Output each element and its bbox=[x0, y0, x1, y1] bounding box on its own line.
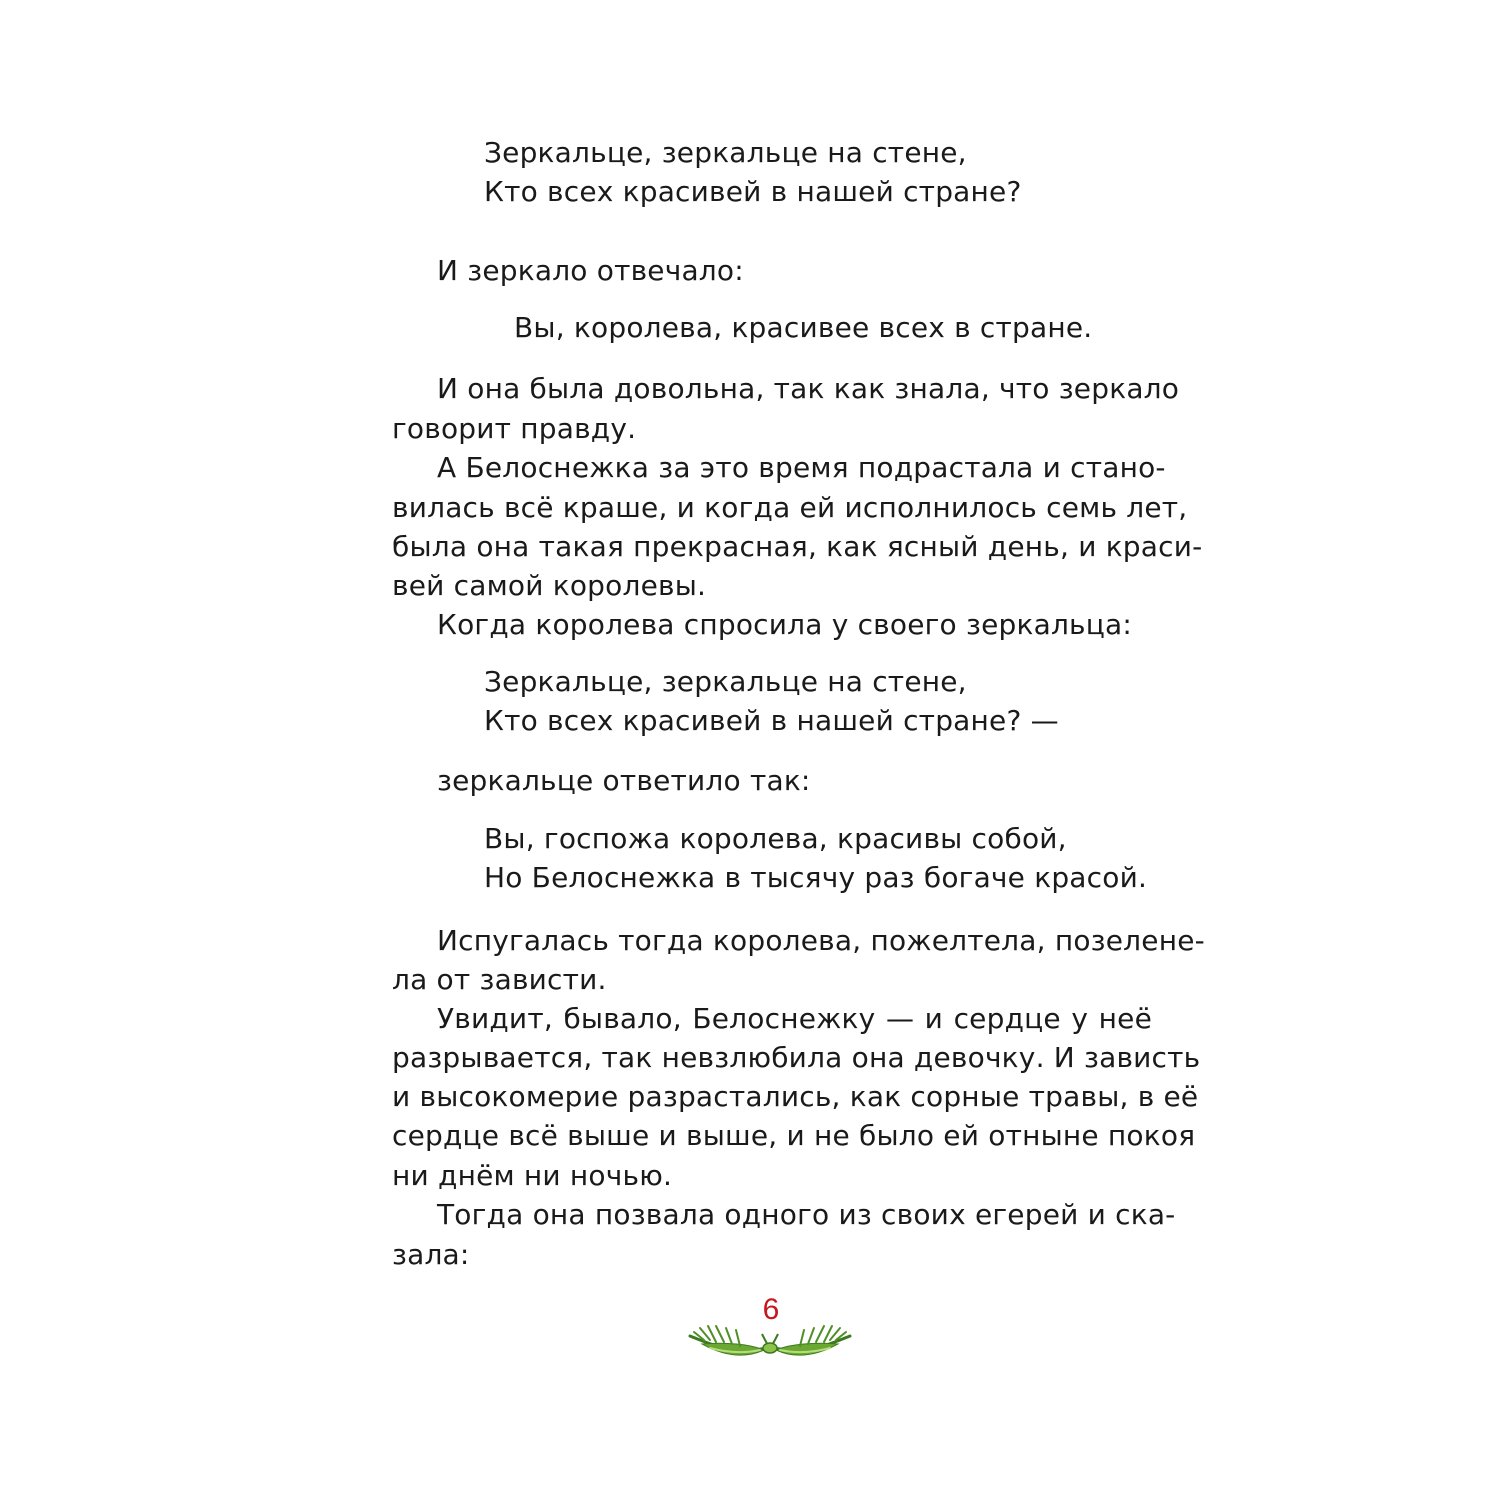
paragraph-line: И она была довольна, так как знала, что зеркало bbox=[437, 372, 1180, 405]
paragraph-line: была она такая прекрасная, как ясный день, и краси- bbox=[392, 530, 1203, 563]
paragraph-line: Тогда она позвала одного из своих егерей и ска- bbox=[437, 1198, 1176, 1231]
paragraph-line: сердце всё выше и выше, и не было ей отныне покоя bbox=[392, 1119, 1196, 1152]
page-number: 6 bbox=[762, 1293, 780, 1326]
leaf-garland-icon bbox=[680, 1314, 860, 1364]
paragraph-line: ла от зависти. bbox=[392, 963, 607, 996]
paragraph-line: ни днём ни ночью. bbox=[392, 1159, 673, 1192]
paragraph-line: вей самой королевы. bbox=[392, 569, 707, 602]
verse-line: Но Белоснежка в тысячу раз богаче красой. bbox=[484, 861, 1148, 894]
paragraph-line: и высокомерие разрастались, как сорные травы, в её bbox=[392, 1080, 1199, 1113]
paragraph-line: разрывается, так невзлюбила она девочку. И зависть bbox=[392, 1041, 1201, 1074]
paragraph-line: говорит правду. bbox=[392, 412, 637, 445]
paragraph-line: Испугалась тогда королева, пожелтела, позелене- bbox=[437, 924, 1205, 957]
verse-line: Зеркальце, зеркальце на стене, bbox=[484, 665, 967, 698]
verse-line: Вы, госпожа королева, красивы собой, bbox=[484, 822, 1067, 855]
verse-line: Кто всех красивей в нашей стране? — bbox=[484, 704, 1059, 737]
paragraph-line: вилась всё краше, и когда ей исполнилось семь лет, bbox=[392, 491, 1188, 524]
paragraph-line: зала: bbox=[392, 1238, 470, 1271]
verse-line: Вы, королева, красивее всех в стране. bbox=[514, 311, 1093, 344]
verse-line: Кто всех красивей в нашей стране? bbox=[484, 175, 1022, 208]
paragraph-line: А Белоснежка за это время подрастала и стано- bbox=[437, 451, 1166, 484]
paragraph-line: Увидит, бывало, Белоснежку — и сердце у неё bbox=[437, 1002, 1152, 1035]
paragraph-line: И зеркало отвечало: bbox=[437, 254, 744, 287]
paragraph-line: зеркальце ответило так: bbox=[437, 764, 811, 797]
paragraph-line: Когда королева спросила у своего зеркальца: bbox=[437, 608, 1132, 641]
verse-line: Зеркальце, зеркальце на стене, bbox=[484, 136, 967, 169]
